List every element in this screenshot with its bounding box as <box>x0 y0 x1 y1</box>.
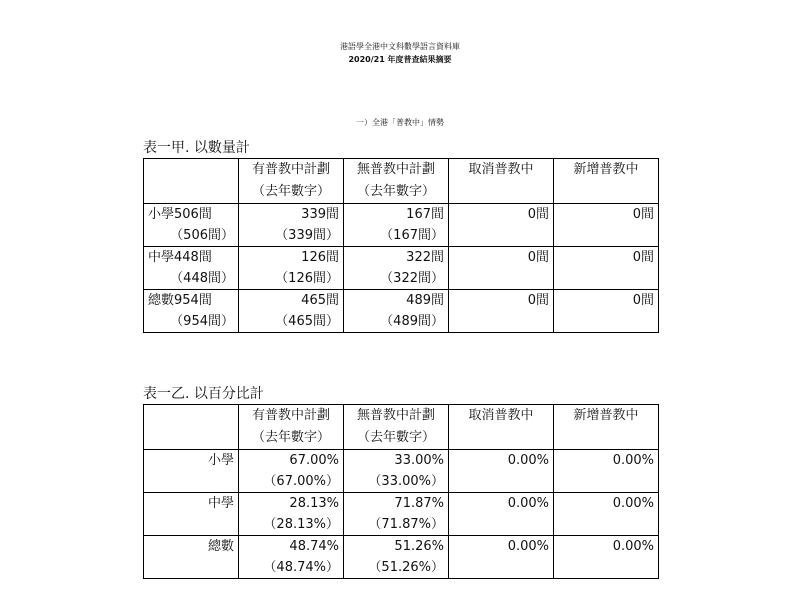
cell-cancelled: 0間 <box>449 290 554 333</box>
row-label: 小學506間 （506間） <box>144 204 239 247</box>
table-a-col-cancelled: 取消普教中 <box>449 159 554 204</box>
table-row <box>144 290 659 333</box>
table-b <box>143 404 659 579</box>
cell-with-plan: 28.13% （28.13%） <box>239 493 344 536</box>
table-b-corner-cell <box>144 405 239 450</box>
cell-cancelled: 0.00% <box>449 536 554 579</box>
cell-cancelled: 0間 <box>449 247 554 290</box>
cell-new: 0.00% <box>554 450 659 493</box>
cell-cancelled: 0.00% <box>449 493 554 536</box>
section-heading: 一）全港「普教中」情勢 <box>356 118 444 127</box>
cell-cancelled: 0間 <box>449 204 554 247</box>
cell-new: 0.00% <box>554 536 659 579</box>
cell-without-plan: 489間 （489間） <box>344 290 449 333</box>
table-b-col-cancelled: 取消普教中 <box>449 405 554 450</box>
cell-without-plan: 33.00% （33.00%） <box>344 450 449 493</box>
table-a-col-new: 新增普教中 <box>554 159 659 204</box>
cell-with-plan: 465間 （465間） <box>239 290 344 333</box>
cell-without-plan: 71.87% （71.87%） <box>344 493 449 536</box>
table-b-col-without-plan: 無普教中計劃 （去年數字） <box>344 405 449 450</box>
row-label: 小學 <box>144 450 239 493</box>
row-label: 中學448間 （448間） <box>144 247 239 290</box>
cell-new: 0.00% <box>554 493 659 536</box>
table-row <box>144 204 659 247</box>
table-a <box>143 158 659 333</box>
cell-with-plan: 126間 （126間） <box>239 247 344 290</box>
table-b-header-row <box>144 405 659 450</box>
cell-with-plan: 48.74% （48.74%） <box>239 536 344 579</box>
cell-new: 0間 <box>554 204 659 247</box>
cell-new: 0間 <box>554 247 659 290</box>
row-label: 總數 <box>144 536 239 579</box>
cell-without-plan: 322間 （322間） <box>344 247 449 290</box>
document-subtitle: 2020/21 年度普查結果摘要 <box>348 55 452 64</box>
table-a-corner-cell <box>144 159 239 204</box>
cell-with-plan: 67.00% （67.00%） <box>239 450 344 493</box>
row-label: 總數954間 （954間） <box>144 290 239 333</box>
table-b-col-new: 新增普教中 <box>554 405 659 450</box>
table-a-header-row <box>144 159 659 204</box>
table-a-col-with-plan: 有普教中計劃 （去年數字） <box>239 159 344 204</box>
table-b-col-with-plan: 有普教中計劃 （去年數字） <box>239 405 344 450</box>
cell-with-plan: 339間 （339間） <box>239 204 344 247</box>
table-row <box>144 493 659 536</box>
table-row <box>144 247 659 290</box>
table-b-caption: 表一乙. 以百分比計 <box>143 386 264 402</box>
table-a-col-without-plan: 無普教中計劃 （去年數字） <box>344 159 449 204</box>
cell-without-plan: 51.26% （51.26%） <box>344 536 449 579</box>
cell-without-plan: 167間 （167間） <box>344 204 449 247</box>
table-row <box>144 450 659 493</box>
table-a-caption: 表一甲. 以數量計 <box>143 140 250 156</box>
table-row <box>144 536 659 579</box>
cell-cancelled: 0.00% <box>449 450 554 493</box>
document-title: 港語學全港中文科數學語言資料庫 <box>340 42 460 51</box>
cell-new: 0間 <box>554 290 659 333</box>
row-label: 中學 <box>144 493 239 536</box>
